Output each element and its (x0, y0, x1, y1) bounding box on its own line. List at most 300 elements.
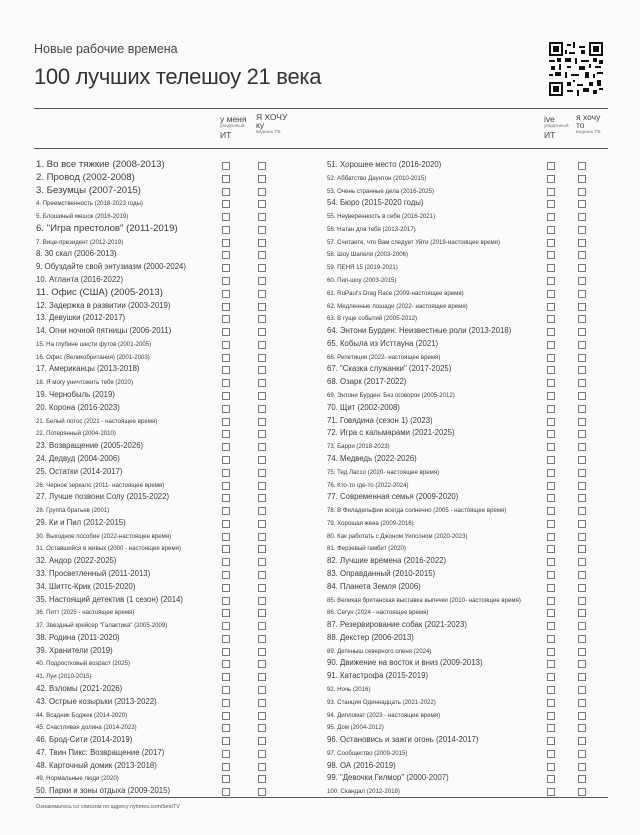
seen-it-checkbox[interactable] (222, 264, 230, 272)
want-to-see-checkbox[interactable] (578, 507, 586, 515)
want-to-see-checkbox[interactable] (258, 571, 266, 579)
seen-it-checkbox[interactable] (222, 737, 230, 745)
show-row (327, 697, 627, 708)
show-title: 44. Всадник Боджек (2014-2020) (36, 711, 128, 719)
show-title: 52. Аббатство Даунтон (2010-2015) (327, 174, 427, 182)
seen-it-checkbox[interactable] (547, 226, 555, 234)
show-title: 34. Шиттс-Крик (2015-2020) (36, 581, 136, 591)
seen-it-checkbox[interactable] (222, 635, 230, 643)
seen-it-checkbox[interactable] (547, 609, 555, 617)
show-row (327, 556, 627, 567)
show-row (327, 722, 627, 733)
seen-it-checkbox[interactable] (547, 635, 555, 643)
want-to-see-checkbox[interactable] (258, 788, 266, 796)
seen-it-checkbox[interactable] (222, 200, 230, 208)
want-to-see-checkbox[interactable] (578, 213, 586, 221)
want-to-see-checkbox[interactable] (578, 545, 586, 553)
want-to-see-checkbox[interactable] (578, 162, 586, 170)
seen-it-checkbox[interactable] (222, 430, 230, 438)
want-to-see-checkbox[interactable] (578, 354, 586, 362)
want-to-see-checkbox[interactable] (578, 648, 586, 656)
show-row (327, 364, 627, 375)
page-title: 100 лучших телешоу 21 века (34, 64, 322, 89)
show-title: 11. Офис (США) (2005-2013) (36, 286, 163, 298)
show-title: 50. Парки и зоны отдыха (2009-2015) (36, 786, 171, 796)
show-row (36, 684, 336, 695)
want-to-see-checkbox[interactable] (578, 584, 586, 592)
want-to-see-checkbox[interactable] (578, 251, 586, 259)
show-title: 67. "Сказка служанки" (2017-2025) (327, 364, 452, 374)
want-to-see-checkbox[interactable] (258, 673, 266, 681)
seen-it-checkbox[interactable] (547, 648, 555, 656)
seen-it-checkbox[interactable] (222, 239, 230, 247)
seen-it-checkbox[interactable] (547, 673, 555, 681)
seen-it-checkbox[interactable] (547, 354, 555, 362)
show-row (327, 403, 627, 414)
show-row (327, 441, 627, 452)
show-row (327, 288, 627, 299)
want-to-see-checkbox[interactable] (578, 188, 586, 196)
want-to-see-checkbox[interactable] (578, 379, 586, 387)
show-row (36, 275, 336, 286)
want-to-see-checkbox[interactable] (578, 341, 586, 349)
seen-it-checkbox[interactable] (222, 673, 230, 681)
seen-it-checkbox[interactable] (222, 750, 230, 758)
show-row (36, 249, 336, 260)
seen-it-checkbox[interactable] (222, 597, 230, 605)
seen-it-checkbox[interactable] (222, 405, 230, 413)
seen-it-checkbox[interactable] (547, 328, 555, 336)
show-title: 61. RuPaul's Drag Race (2009-настоящее время) (327, 289, 464, 297)
want-to-see-checkbox[interactable] (258, 366, 266, 374)
want-to-see-checkbox[interactable] (578, 392, 586, 400)
seen-it-checkbox[interactable] (547, 724, 555, 732)
want-to-see-checkbox[interactable] (258, 341, 266, 349)
seen-it-checkbox[interactable] (222, 660, 230, 668)
seen-it-checkbox[interactable] (222, 686, 230, 694)
want-to-see-checkbox[interactable] (258, 456, 266, 464)
show-title: 16. Офис (Великобритания) (2001-2003) (36, 353, 150, 361)
seen-it-checkbox[interactable] (222, 328, 230, 336)
seen-it-checkbox[interactable] (222, 469, 230, 477)
seen-it-checkbox[interactable] (547, 469, 555, 477)
seen-it-checkbox[interactable] (222, 482, 230, 490)
show-row (36, 403, 336, 414)
show-row (36, 160, 336, 171)
want-to-see-checkbox[interactable] (578, 328, 586, 336)
want-to-see-checkbox[interactable] (258, 430, 266, 438)
seen-it-checkbox[interactable] (222, 724, 230, 732)
want-to-see-checkbox[interactable] (578, 750, 586, 758)
want-to-see-checkbox[interactable] (578, 469, 586, 477)
want-to-see-checkbox[interactable] (578, 366, 586, 374)
seen-it-checkbox[interactable] (547, 188, 555, 196)
show-title: 70. Щит (2002-2008) (327, 402, 400, 412)
show-row (36, 288, 336, 299)
want-to-see-checkbox[interactable] (578, 482, 586, 490)
seen-it-checkbox[interactable] (222, 775, 230, 783)
seen-it-checkbox[interactable] (222, 584, 230, 592)
want-to-see-checkbox[interactable] (578, 622, 586, 630)
show-row (327, 224, 627, 235)
seen-it-checkbox[interactable] (222, 418, 230, 426)
want-to-see-checkbox[interactable] (578, 558, 586, 566)
show-title: 23. Возвращение (2005-2026) (36, 441, 144, 451)
want-to-see-checkbox[interactable] (578, 456, 586, 464)
show-row (36, 697, 336, 708)
seen-it-checkbox[interactable] (547, 597, 555, 605)
seen-it-checkbox[interactable] (547, 379, 555, 387)
seen-it-checkbox[interactable] (222, 648, 230, 656)
seen-it-checkbox[interactable] (547, 622, 555, 630)
want-to-see-checkbox[interactable] (258, 418, 266, 426)
seen-it-checkbox[interactable] (547, 788, 555, 796)
want-to-see-checkbox[interactable] (258, 520, 266, 528)
seen-it-checkbox[interactable] (222, 788, 230, 796)
show-row (327, 620, 627, 631)
seen-it-checkbox[interactable] (222, 366, 230, 374)
seen-it-checkbox[interactable] (547, 418, 555, 426)
seen-it-checkbox[interactable] (547, 775, 555, 783)
want-to-see-checkbox[interactable] (578, 660, 586, 668)
show-title: 68. Озарк (2017-2022) (327, 377, 407, 387)
show-row (327, 262, 627, 273)
show-row (327, 735, 627, 746)
want-to-see-checkbox[interactable] (578, 571, 586, 579)
show-row (36, 339, 336, 350)
show-title: 89. Детеныш северного оленя (2024) (327, 647, 432, 655)
show-title: 86. Сегун (2024 - настоящее время) (327, 609, 429, 617)
seen-it-checkbox[interactable] (222, 520, 230, 528)
top-divider (34, 108, 608, 109)
show-row (327, 595, 627, 606)
want-to-see-checkbox[interactable] (258, 712, 266, 720)
seen-it-checkbox[interactable] (547, 482, 555, 490)
show-title: 87. Резервирование собак (2021-2023) (327, 620, 467, 630)
seen-it-checkbox[interactable] (222, 341, 230, 349)
seen-it-checkbox[interactable] (222, 251, 230, 259)
want-to-see-checkbox[interactable] (258, 648, 266, 656)
want-to-see-checkbox[interactable] (578, 277, 586, 285)
seen-it-checkbox[interactable] (222, 558, 230, 566)
want-to-see-checkbox[interactable] (258, 392, 266, 400)
show-title: 46. Брод-Сити (2014-2019) (36, 735, 133, 745)
seen-it-checkbox[interactable] (547, 277, 555, 285)
show-row (327, 173, 627, 184)
seen-it-checkbox[interactable] (547, 763, 555, 771)
seen-it-checkbox[interactable] (547, 366, 555, 374)
show-row (327, 505, 627, 516)
show-title: 55. Неуверенность в себе (2016-2021) (327, 213, 436, 221)
seen-it-checkbox[interactable] (547, 494, 555, 502)
show-title: 42. Взломы (2021-2026) (36, 683, 123, 693)
want-to-see-checkbox[interactable] (258, 533, 266, 541)
want-to-see-checkbox[interactable] (258, 750, 266, 758)
show-title: 95. Дом (2004-2012) (327, 724, 384, 732)
seen-it-checkbox[interactable] (547, 712, 555, 720)
show-row (327, 582, 627, 593)
show-row (327, 480, 627, 491)
show-row (327, 275, 627, 286)
seen-it-checkbox[interactable] (547, 392, 555, 400)
want-to-see-checkbox[interactable] (578, 200, 586, 208)
want-to-see-checkbox[interactable] (578, 430, 586, 438)
want-to-see-checkbox[interactable] (578, 724, 586, 732)
want-to-see-checkbox[interactable] (258, 775, 266, 783)
right-want-header: я хочу то видишь ТВ (576, 112, 601, 135)
seen-it-checkbox[interactable] (222, 443, 230, 451)
want-to-see-checkbox[interactable] (258, 379, 266, 387)
show-title: 94. Дипломат (2023 - настоящее время) (327, 711, 441, 719)
seen-it-checkbox[interactable] (547, 175, 555, 183)
show-title: 72. Игра с кальмарами (2021-2025) (327, 428, 455, 438)
show-title: 96. Остановись и зажги огонь (2014-2017) (327, 735, 479, 745)
seen-it-checkbox[interactable] (547, 507, 555, 515)
want-to-see-checkbox[interactable] (258, 328, 266, 336)
show-row (36, 786, 336, 797)
show-title: 19. Чернобыль (2019) (36, 390, 115, 400)
qr-code-icon[interactable] (549, 42, 603, 96)
show-row (327, 467, 627, 478)
seen-it-checkbox[interactable] (547, 251, 555, 259)
want-to-see-checkbox[interactable] (578, 609, 586, 617)
want-to-see-checkbox[interactable] (258, 175, 266, 183)
want-to-see-checkbox[interactable] (258, 660, 266, 668)
want-to-see-checkbox[interactable] (578, 264, 586, 272)
show-row (327, 646, 627, 657)
seen-it-checkbox[interactable] (222, 303, 230, 311)
want-to-see-checkbox[interactable] (578, 226, 586, 234)
want-to-see-checkbox[interactable] (578, 635, 586, 643)
want-to-see-checkbox[interactable] (258, 494, 266, 502)
show-row (36, 186, 336, 197)
show-row (327, 428, 627, 439)
show-title: 90. Движение на восток и вниз (2009-2013) (327, 658, 483, 668)
want-to-see-checkbox[interactable] (578, 315, 586, 323)
seen-it-checkbox[interactable] (547, 341, 555, 349)
want-to-see-checkbox[interactable] (258, 482, 266, 490)
want-to-see-checkbox[interactable] (258, 507, 266, 515)
show-title: 45. Счастливая долина (2014-2023) (36, 724, 137, 732)
show-title: 33. Просветленный (2011-2013) (36, 568, 151, 578)
seen-it-checkbox[interactable] (222, 622, 230, 630)
seen-it-checkbox[interactable] (547, 213, 555, 221)
show-title: 91. Катастрофа (2015-2019) (327, 671, 429, 681)
seen-it-checkbox[interactable] (222, 162, 230, 170)
want-to-see-checkbox[interactable] (258, 354, 266, 362)
left-want-header: Я ХОЧУ ку видишь ТВ (256, 112, 288, 135)
seen-it-checkbox[interactable] (547, 430, 555, 438)
seen-it-checkbox[interactable] (547, 200, 555, 208)
show-row (327, 492, 627, 503)
seen-it-checkbox[interactable] (547, 699, 555, 707)
want-to-see-checkbox[interactable] (258, 188, 266, 196)
show-row (36, 671, 336, 682)
seen-it-checkbox[interactable] (222, 571, 230, 579)
seen-it-checkbox[interactable] (222, 277, 230, 285)
want-to-see-checkbox[interactable] (258, 724, 266, 732)
want-to-see-checkbox[interactable] (578, 686, 586, 694)
brand-name: Новые рабочие времена (34, 42, 178, 56)
want-to-see-checkbox[interactable] (258, 200, 266, 208)
show-title: 83. Оправданный (2010-2015) (327, 568, 436, 578)
seen-it-checkbox[interactable] (222, 213, 230, 221)
show-title: 98. ОА (2016-2019) (327, 760, 396, 770)
show-row (327, 249, 627, 260)
want-to-see-checkbox[interactable] (258, 622, 266, 630)
seen-it-checkbox[interactable] (222, 354, 230, 362)
want-to-see-checkbox[interactable] (578, 405, 586, 413)
seen-it-checkbox[interactable] (547, 264, 555, 272)
want-to-see-checkbox[interactable] (258, 239, 266, 247)
seen-it-checkbox[interactable] (547, 315, 555, 323)
want-to-see-checkbox[interactable] (578, 712, 586, 720)
want-to-see-checkbox[interactable] (578, 763, 586, 771)
want-to-see-checkbox[interactable] (258, 226, 266, 234)
want-to-see-checkbox[interactable] (578, 239, 586, 247)
seen-it-checkbox[interactable] (222, 226, 230, 234)
want-to-see-checkbox[interactable] (578, 520, 586, 528)
want-to-see-checkbox[interactable] (258, 264, 266, 272)
show-row (36, 633, 336, 644)
want-to-see-checkbox[interactable] (578, 494, 586, 502)
want-to-see-checkbox[interactable] (578, 699, 586, 707)
seen-it-checkbox[interactable] (222, 507, 230, 515)
want-to-see-checkbox[interactable] (258, 699, 266, 707)
show-row (327, 211, 627, 222)
want-to-see-checkbox[interactable] (578, 737, 586, 745)
show-title: 76. Кто-то где-то (2022-2024) (327, 481, 409, 489)
seen-it-checkbox[interactable] (547, 571, 555, 579)
want-to-see-checkbox[interactable] (258, 251, 266, 259)
seen-it-checkbox[interactable] (547, 533, 555, 541)
show-row (36, 556, 336, 567)
show-title: 25. Остатки (2014-2017) (36, 466, 123, 476)
want-to-see-checkbox[interactable] (578, 418, 586, 426)
show-title: 37. Звездный крейсер "Галактика" (2005-2009) (36, 622, 168, 630)
show-title: 51. Хорошее место (2016-2020) (327, 160, 442, 169)
show-row (327, 543, 627, 554)
show-row (327, 518, 627, 529)
want-to-see-checkbox[interactable] (258, 277, 266, 285)
show-row (327, 313, 627, 324)
seen-it-checkbox[interactable] (222, 609, 230, 617)
show-row (327, 773, 627, 784)
want-to-see-checkbox[interactable] (258, 213, 266, 221)
show-row (36, 364, 336, 375)
seen-it-checkbox[interactable] (547, 303, 555, 311)
show-title: 30. Выходное пособие (2022-настоящее время) (36, 532, 172, 540)
want-to-see-checkbox[interactable] (578, 775, 586, 783)
show-title: 100. Скандал (2012-2018) (327, 788, 400, 796)
seen-it-checkbox[interactable] (222, 315, 230, 323)
want-to-see-checkbox[interactable] (258, 609, 266, 617)
seen-it-checkbox[interactable] (222, 545, 230, 553)
show-title: 58. Шоу Шапеля (2003-2006) (327, 251, 409, 259)
want-to-see-checkbox[interactable] (578, 443, 586, 451)
seen-it-checkbox[interactable] (222, 392, 230, 400)
seen-it-checkbox[interactable] (222, 290, 230, 298)
show-row (327, 160, 627, 171)
seen-it-checkbox[interactable] (222, 712, 230, 720)
seen-it-checkbox[interactable] (547, 584, 555, 592)
seen-it-checkbox[interactable] (222, 456, 230, 464)
show-row (36, 313, 336, 324)
seen-it-checkbox[interactable] (547, 405, 555, 413)
seen-it-checkbox[interactable] (547, 290, 555, 298)
show-title: 31. Оставшийся в живых (2000 - настоящее время) (36, 545, 181, 553)
seen-it-checkbox[interactable] (222, 494, 230, 502)
show-row (36, 173, 336, 184)
seen-it-checkbox[interactable] (222, 533, 230, 541)
want-to-see-checkbox[interactable] (258, 315, 266, 323)
show-title: 7. Вице-президент (2012-2019) (36, 238, 124, 246)
want-to-see-checkbox[interactable] (258, 635, 266, 643)
show-row (36, 595, 336, 606)
seen-it-checkbox[interactable] (547, 686, 555, 694)
want-to-see-checkbox[interactable] (258, 584, 266, 592)
seen-it-checkbox[interactable] (222, 188, 230, 196)
seen-it-checkbox[interactable] (547, 239, 555, 247)
show-row (327, 339, 627, 350)
show-row (36, 416, 336, 427)
show-row (327, 633, 627, 644)
show-row (327, 761, 627, 772)
want-to-see-checkbox[interactable] (578, 597, 586, 605)
want-to-see-checkbox[interactable] (258, 405, 266, 413)
want-to-see-checkbox[interactable] (258, 737, 266, 745)
seen-it-checkbox[interactable] (547, 737, 555, 745)
seen-it-checkbox[interactable] (547, 162, 555, 170)
seen-it-checkbox[interactable] (547, 456, 555, 464)
seen-it-checkbox[interactable] (222, 699, 230, 707)
want-to-see-checkbox[interactable] (578, 290, 586, 298)
show-row (36, 531, 336, 542)
show-title: 54. Бюро (2015-2020 годы) (327, 198, 424, 208)
seen-it-checkbox[interactable] (547, 520, 555, 528)
seen-it-checkbox[interactable] (547, 660, 555, 668)
want-to-see-checkbox[interactable] (258, 558, 266, 566)
show-title: 40. Подростковый возраст (2025) (36, 660, 131, 668)
want-to-see-checkbox[interactable] (258, 686, 266, 694)
seen-it-checkbox[interactable] (547, 545, 555, 553)
seen-it-checkbox[interactable] (222, 763, 230, 771)
want-to-see-checkbox[interactable] (258, 597, 266, 605)
want-to-see-checkbox[interactable] (578, 303, 586, 311)
seen-it-checkbox[interactable] (547, 558, 555, 566)
show-title: 20. Корона (2016-2023) (36, 402, 120, 412)
seen-it-checkbox[interactable] (222, 175, 230, 183)
want-to-see-checkbox[interactable] (578, 533, 586, 541)
want-to-see-checkbox[interactable] (258, 469, 266, 477)
want-to-see-checkbox[interactable] (258, 545, 266, 553)
seen-it-checkbox[interactable] (547, 750, 555, 758)
want-to-see-checkbox[interactable] (578, 673, 586, 681)
seen-it-checkbox[interactable] (547, 443, 555, 451)
want-to-see-checkbox[interactable] (258, 763, 266, 771)
show-row (36, 454, 336, 465)
seen-it-checkbox[interactable] (222, 379, 230, 387)
want-to-see-checkbox[interactable] (258, 443, 266, 451)
want-to-see-checkbox[interactable] (578, 788, 586, 796)
want-to-see-checkbox[interactable] (578, 175, 586, 183)
want-to-see-checkbox[interactable] (258, 303, 266, 311)
show-title: 92. Ночь (2016) (327, 685, 371, 693)
want-to-see-checkbox[interactable] (258, 162, 266, 170)
show-row (36, 211, 336, 222)
show-row (36, 569, 336, 580)
want-to-see-checkbox[interactable] (258, 290, 266, 298)
